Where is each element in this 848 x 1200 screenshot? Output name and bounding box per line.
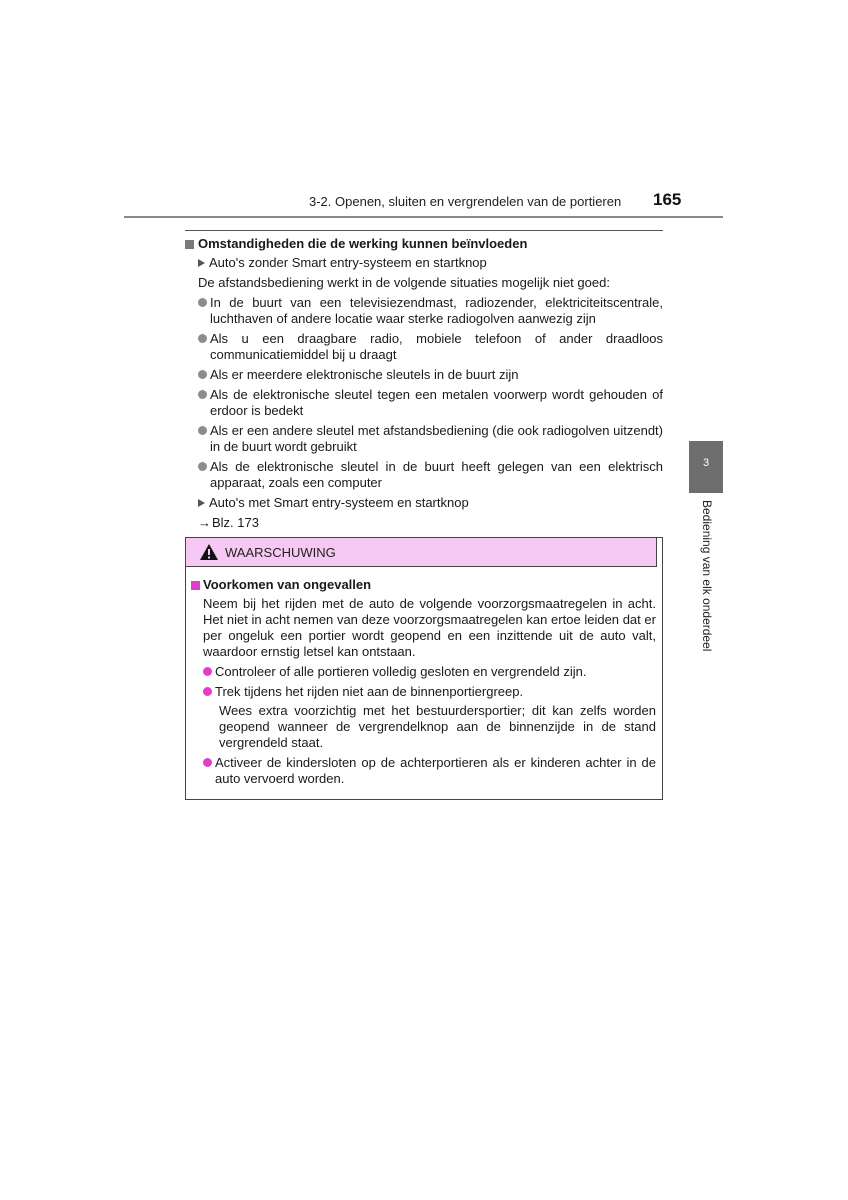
warning-list-item: Trek tijdens het rijden niet aan de binnenportiergreep. [203, 684, 656, 700]
triangle-right-icon [198, 499, 205, 507]
square-bullet-icon [191, 581, 200, 590]
list-item: Als er meerdere elektronische sleutels in de buurt zijn [198, 367, 663, 383]
chapter-tab [689, 441, 723, 493]
list-item: Als u een draagbare radio, mobiele telefoon of ander draadloos communicatiemiddel bij u draagt [198, 331, 663, 363]
warning-list-item: Controleer of alle portieren volledig gesloten en vergrendeld zijn. [203, 664, 656, 680]
section-heading [185, 236, 663, 252]
circle-bullet-icon [203, 667, 212, 676]
arrow-right-icon: → [198, 515, 211, 530]
header-divider [124, 216, 723, 218]
triangle-right-icon [198, 259, 205, 267]
intro-paragraph: De afstandsbediening werkt in de volgende situaties mogelijk niet goed: [198, 275, 610, 290]
warning-header [186, 538, 657, 567]
warning-triangle-icon [199, 543, 219, 561]
conditions-section [185, 230, 663, 531]
page-number: 165 [653, 190, 682, 209]
warning-continuation: Wees extra voorzichtig met het bestuurdersportier; dit kan zelfs worden geopend wanneer de vergrendelknop aan de binnenzijde in de stand vergrendeld staat. [219, 703, 656, 750]
circle-bullet-icon [198, 334, 207, 343]
chapter-title: Bediening van elk onderdeel [700, 500, 714, 652]
circle-bullet-icon [203, 687, 212, 696]
list-item: Als er een andere sleutel met afstandsbediening (die ook radiogolven uitzendt) in de buurt wordt gebruikt [198, 423, 663, 455]
circle-bullet-icon [198, 426, 207, 435]
warning-box [185, 537, 663, 800]
circle-bullet-icon [198, 390, 207, 399]
subheading-without-smart-entry [198, 255, 663, 271]
warning-intro: Neem bij het rijden met de auto de volgende voorzorgsmaatregelen in acht. Het niet in acht nemen van deze voorzorgsmaatregelen kan ertoe leiden dat er per ongeluk een portier wordt geopend en een inzittende uit de auto valt, waardoor ernstig letsel kan ontstaan. [203, 596, 656, 659]
header-section-title: 3-2. Openen, sluiten en vergrendelen van de portieren [309, 194, 622, 209]
chapter-number: 3 [702, 457, 710, 469]
subheading-text: Auto's met Smart entry-systeem en startknop [209, 495, 469, 510]
list-item: Als de elektronische sleutel tegen een metalen voorwerp wordt gehouden of erdoor is bedekt [198, 387, 663, 419]
warning-heading-text: Voorkomen van ongevallen [203, 577, 372, 592]
section-heading-text: Omstandigheden die de werking kunnen beïnvloeden [198, 236, 528, 251]
list-item: In de buurt van een televisiezendmast, radiozender, elektriciteitscentrale, luchthaven of andere locatie waar sterke radiogolven aanwezig zijn [198, 295, 663, 327]
circle-bullet-icon [198, 462, 207, 471]
circle-bullet-icon [198, 370, 207, 379]
list-item: Als de elektronische sleutel in de buurt heeft gelegen van een elektrisch apparaat, zoals een computer [198, 459, 663, 491]
subheading-with-smart-entry [198, 495, 663, 511]
warning-list-item: Activeer de kindersloten op de achterportieren als er kinderen achter in de auto vervoerd worden. [203, 755, 656, 787]
warning-label: WAARSCHUWING [225, 544, 336, 560]
warning-body [186, 567, 662, 787]
page-reference [198, 515, 663, 531]
circle-bullet-icon [198, 298, 207, 307]
warning-heading [191, 577, 656, 593]
subheading-text: Auto's zonder Smart entry-systeem en startknop [209, 255, 487, 270]
square-bullet-icon [185, 240, 194, 249]
page-reference-link[interactable]: Blz. 173 [212, 515, 259, 530]
circle-bullet-icon [203, 758, 212, 767]
